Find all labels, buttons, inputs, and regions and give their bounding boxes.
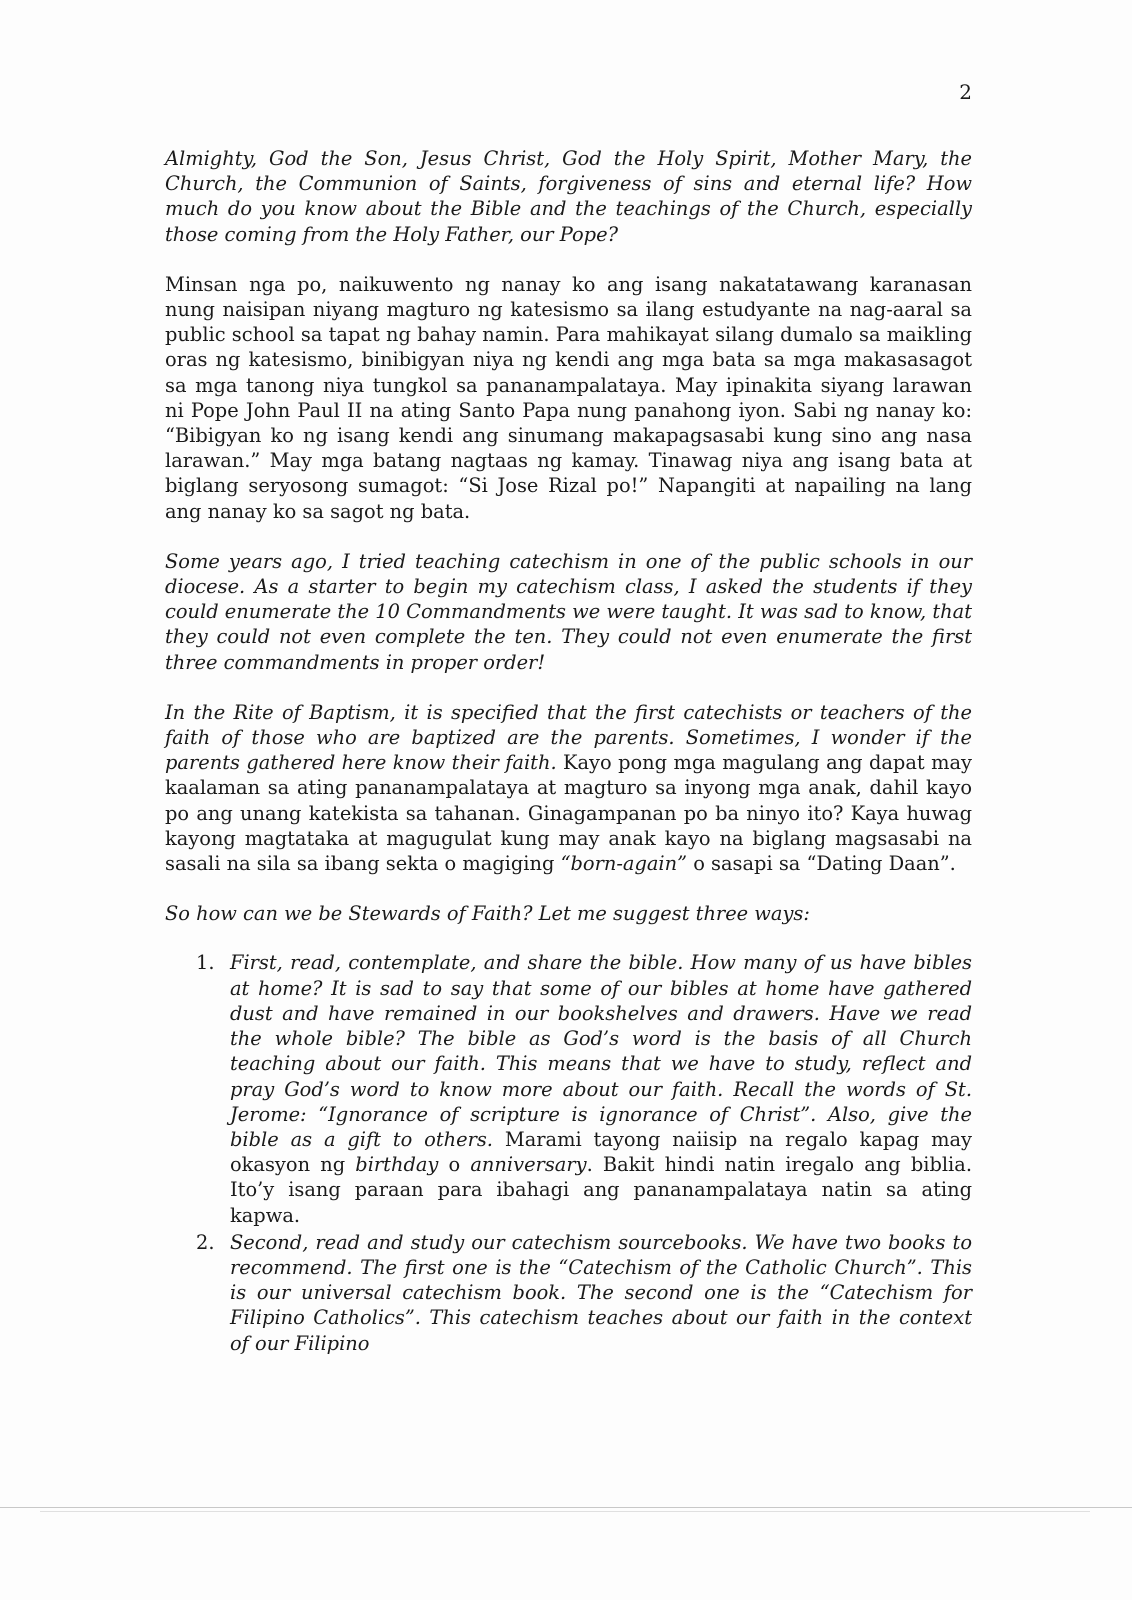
stewards-question-text: So how can we be Stewards of Faith? Let me suggest three ways:	[165, 902, 810, 926]
document-body	[165, 146, 972, 1358]
page-number: 2	[959, 80, 972, 104]
paragraph-nanay-story: Minsan nga po, naikuwento ng nanay ko ang isang nakatatawang karanasan nung naisipan niyang magturo ng katesismo sa ilang estudyante na nag-aaral sa public school sa tapat ng bahay namin. Para mahikayat silang dumalo sa maikling oras ng katesismo, binibigyan niya ng kendi ang mga bata sa mga makasasagot sa mga tanong niya tungkol sa pananampalataya. May ipinakita siyang larawan ni Pope John Paul II na ating Santo Papa nung panahong iyon. Sabi ng nanay ko: “Bibigyan ko ng isang kendi ang sinumang makapagsasabi kung sino ang nasa larawan.” May mga batang nagtaas ng kamay. Tinawag niya ang isang bata at biglang seryosong sumagot: “Si Jose Rizal po!” Napangiti at napailing na lang ang nanay ko sa sagot ng bata.	[165, 272, 972, 523]
rite-normal-text-2: o sasapi sa “Dating Daan”.	[687, 852, 956, 876]
paragraph-creed-questions-text: Almighty, God the Son, Jesus Christ, God the Holy Spirit, Mother Mary, the Church, the Communion of Saints, forgiveness of sins and eternal life? How much do you know about the Bible and the teachings of the Church, especially those coming from the Holy Father, our Pope?	[165, 147, 972, 246]
rite-normal-text-1: Kayo pong mga magulang ang dapat may kaalaman sa ating pananampalataya at magturo sa inyong mga anak, dahil kayo po ang unang katekista sa tahanan. Ginagampanan po ba ninyo ito? Kaya huwag kayong magtataka at magugulat kung may anak kayo na biglang magsasabi na sasali na sila sa ibang sekta o magiging	[165, 751, 972, 876]
list-item	[165, 950, 972, 1227]
paragraph-rite-of-baptism	[165, 700, 972, 876]
footer-scan-line-faint	[40, 1511, 1090, 1512]
paragraph-creed-questions	[165, 146, 972, 247]
list-item-number: 1.	[196, 951, 215, 975]
paragraph-catechism-experience-text: Some years ago, I tried teaching catechism in one of the public schools in our diocese. As a starter to begin my catechism class, I asked the students if they could enumerate the 10 Commandments we were taught. It was sad to know, that they could not even complete the ten. They could not even enumerate the first three commandments in proper order!	[165, 549, 972, 674]
item1-italic-text: First, read, contemplate, and share the bible. How many of us have bibles at home? It is sad to say that some of our bibles at home have gathered dust and have remained in our bookshelves and drawers. Have we read the whole bible? The bible as God’s word is the basis of all Church teaching about our faith. This means that we have to study, reflect and pray God’s word to know more about our faith. Recall the words of St. Jerome: “Ignorance of scripture is ignorance of Christ”. Also, give the bible as a gift to others.	[230, 951, 972, 1151]
paragraph-catechism-experience	[165, 549, 972, 675]
item1-normal-text-1: Marami tayong naiisip na regalo kapag may okasyon ng	[230, 1127, 972, 1177]
paragraph-stewards-question	[165, 901, 972, 926]
item1-normal-text-2: o	[438, 1153, 471, 1177]
three-ways-list	[165, 950, 972, 1355]
item1-normal-text-3: . Bakit hindi natin iregalo ang biblia. Ito’y isang paraan para ibahagi ang pananampalataya natin sa ating kapwa.	[230, 1153, 972, 1227]
list-item-number: 2.	[196, 1230, 215, 1254]
item2-italic-text: Second, read and study our catechism sourcebooks. We have two books to recommend. The first one is the “Catechism of the Catholic Church”. This is our universal catechism book. The second one is the “Catechism for Filipino Catholics”. This catechism teaches about our faith in the context of our Filipino	[230, 1230, 972, 1355]
footer-scan-line	[0, 1507, 1132, 1508]
item1-anniversary-text: anniversary	[470, 1153, 587, 1177]
rite-italic-text: In the Rite of Baptism, it is specified that the first catechists or teachers of the faith of those who are baptized are the parents. Sometimes, I wonder if the parents gathered here know their faith.	[165, 700, 972, 775]
list-item	[165, 1230, 972, 1356]
rite-born-again-text: “born-again”	[560, 852, 688, 876]
item1-birthday-text: birthday	[355, 1153, 439, 1177]
